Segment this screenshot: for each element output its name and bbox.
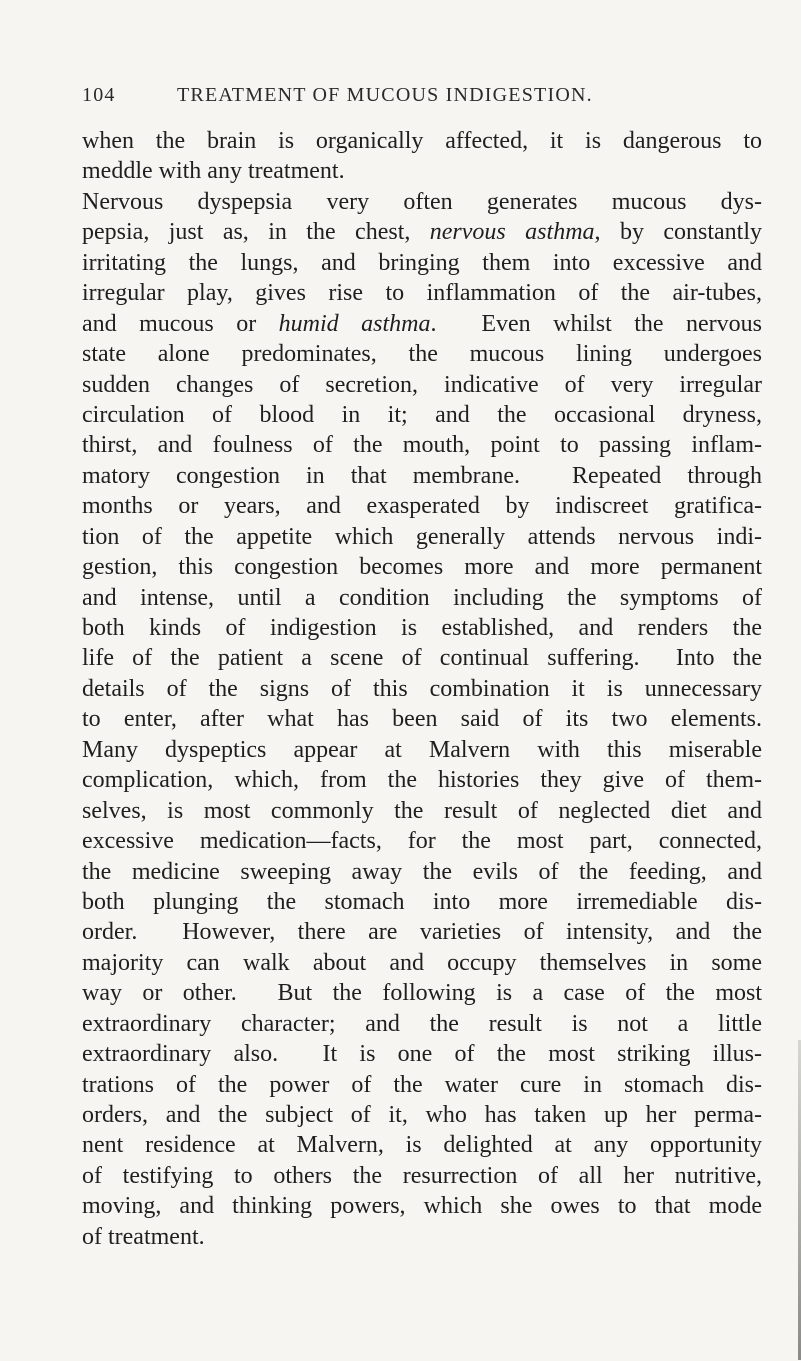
text-line: sudden changes of secretion, indicative of very irregular	[82, 371, 762, 398]
text-line: months or years, and exasperated by indiscreet gratifica-	[82, 493, 762, 520]
text-line: state alone predominates, the mucous lining undergoes	[82, 341, 762, 368]
text-line: irritating the lungs, and bringing them into excessive and	[82, 249, 762, 276]
text-line: extraordinary also. It is one of the most striking illus-	[82, 1041, 762, 1068]
running-head: TREATMENT OF MUCOUS INDIGESTION.	[177, 84, 593, 106]
text-line: when the brain is organically affected, it is dangerous to	[82, 128, 762, 154]
text-line: circulation of blood in it; and the occasional dryness,	[82, 401, 762, 428]
text-line: order. However, there are varieties of intensity, and the	[82, 919, 762, 946]
text-line: moving, and thinking powers, which she owes to that mode	[82, 1193, 762, 1220]
text-line: complication, which, from the histories they give of them-	[82, 767, 762, 794]
text-line: excessive medication—facts, for the most part, connected,	[82, 828, 762, 855]
italic-term: humid asthma	[278, 310, 431, 337]
page-number: 104	[82, 84, 116, 106]
text-line: and intense, until a condition including the symptoms of	[82, 584, 762, 611]
italic-term: nervous asthma	[429, 219, 595, 246]
text-line: thirst, and foulness of the mouth, point to passing inflam-	[82, 432, 762, 459]
text-line: both kinds of indigestion is established, and renders the	[82, 615, 762, 641]
text-line: and mucous or humid asthma. Even whilst the nervous	[82, 310, 763, 337]
text-line: pepsia, just as, in the chest, nervous asthma, by constantly	[82, 219, 763, 246]
text-line: the medicine sweeping away the evils of the feeding, and	[82, 858, 762, 885]
text-line: of testifying to others the resurrection of all her nutritive,	[82, 1162, 762, 1189]
text-line: majority can walk about and occupy themselves in some	[82, 949, 762, 976]
text-line: Many dyspeptics appear at Malvern with this miserable	[82, 736, 762, 763]
text-line: tion of the appetite which generally attends nervous indi-	[82, 523, 762, 550]
text-line: nent residence at Malvern, is delighted at any opportunity	[82, 1132, 762, 1159]
text-line: orders, and the subject of it, who has taken up her perma-	[82, 1102, 762, 1128]
body-text	[82, 126, 762, 1252]
text-line: details of the signs of this combination it is unnecessary	[82, 675, 762, 702]
text-line: trations of the power of the water cure in stomach dis-	[82, 1071, 762, 1098]
text-line: Nervous dyspepsia very often generates mucous dys-	[82, 188, 762, 215]
text-line: gestion, this congestion becomes more and more permanent	[82, 554, 762, 581]
text-line: both plunging the stomach into more irremediable dis-	[82, 888, 762, 915]
text-line: irregular play, gives rise to inflammation of the air-tubes,	[82, 280, 762, 307]
text-line: meddle with any treatment.	[82, 158, 345, 185]
text-line: life of the patient a scene of continual suffering. Into the	[82, 645, 762, 672]
text-line: extraordinary character; and the result is not a little	[82, 1010, 762, 1037]
text-line: way or other. But the following is a case of the most	[82, 980, 762, 1007]
text-line: matory congestion in that membrane. Repeated through	[82, 462, 762, 489]
text-line: of treatment.	[82, 1223, 205, 1250]
page-header	[82, 84, 754, 114]
text-line: selves, is most commonly the result of neglected diet and	[82, 797, 762, 824]
text-line: to enter, after what has been said of its two elements.	[82, 706, 762, 733]
